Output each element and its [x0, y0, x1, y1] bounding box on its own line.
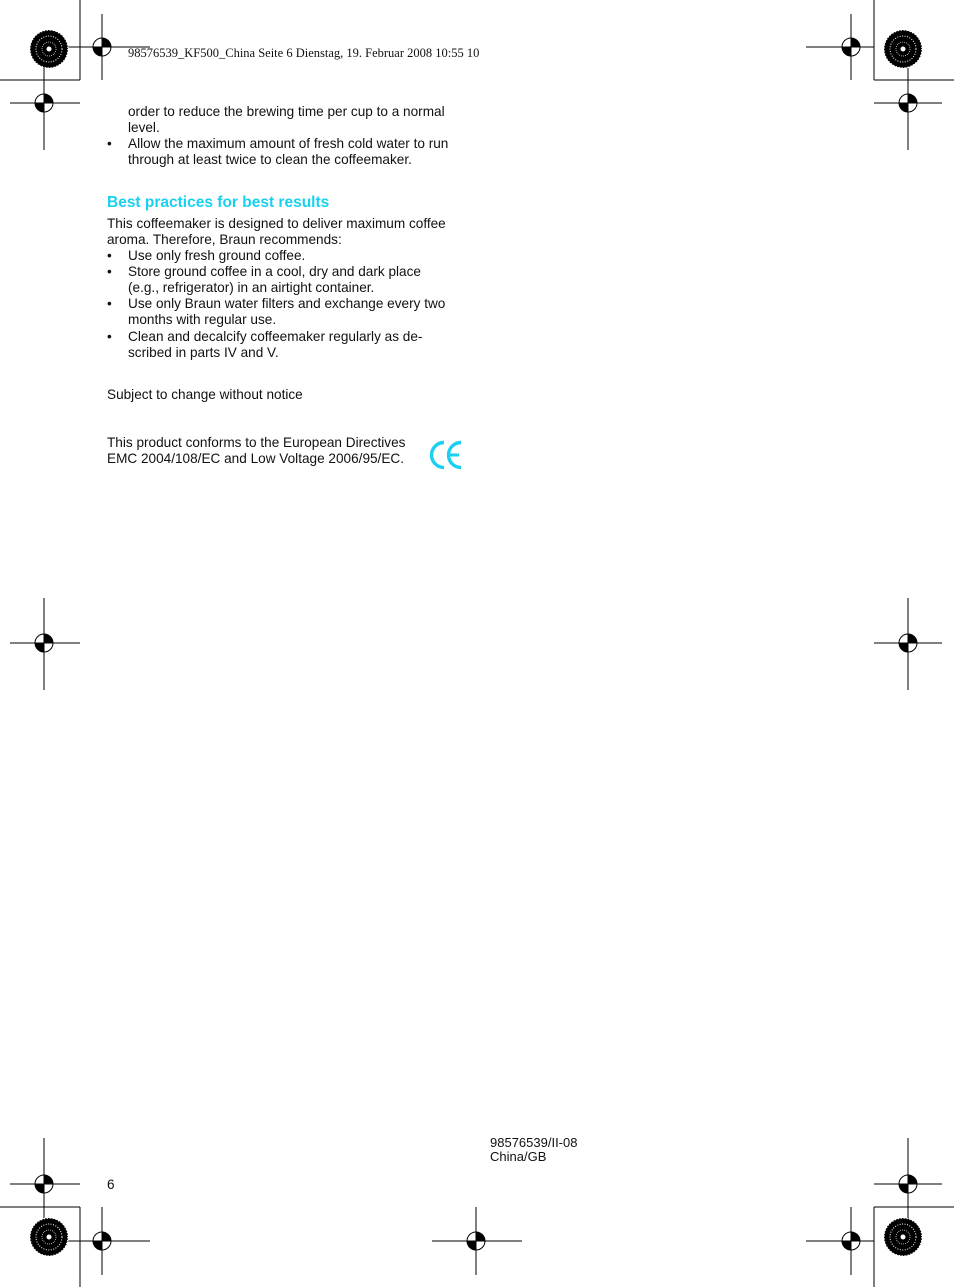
- bullet-dot: •: [107, 264, 112, 279]
- conformity-statement: [107, 435, 405, 467]
- section-intro-line: This coffeemaker is designed to deliver maximum coffee: [107, 216, 446, 231]
- document-code-line: China/GB: [490, 1149, 547, 1164]
- continuation-line: level.: [128, 120, 160, 135]
- list-item-line: Use only Braun water filters and exchange every two: [128, 296, 446, 311]
- document-code-line: 98576539/II-08: [490, 1135, 578, 1150]
- continuation-line: order to reduce the brewing time per cup to a normal: [128, 104, 445, 119]
- document-code: [490, 1136, 577, 1164]
- list-item-line: through at least twice to clean the coffeemaker.: [128, 152, 412, 167]
- bullet-dot: •: [107, 329, 112, 344]
- page-number: 6: [107, 1177, 115, 1192]
- print-slug: 98576539_KF500_China Seite 6 Dienstag, 19. Februar 2008 10:55 10: [128, 46, 480, 60]
- conformity-line: This product conforms to the European Directives: [107, 435, 406, 450]
- list-item-line: months with regular use.: [128, 312, 277, 327]
- list-item-line: Store ground coffee in a cool, dry and dark place: [128, 264, 421, 279]
- list-item-line: Use only fresh ground coffee.: [128, 248, 306, 263]
- conformity-line: EMC 2004/108/EC and Low Voltage 2006/95/EC.: [107, 451, 404, 466]
- list-item-line: (e.g., refrigerator) in an airtight container.: [128, 280, 375, 295]
- list-item-line: Allow the maximum amount of fresh cold water to run: [128, 136, 449, 151]
- section-heading: Best practices for best results: [107, 194, 330, 211]
- list-item-line: scribed in parts IV and V.: [128, 345, 279, 360]
- list-item-line: Clean and decalcify coffeemaker regularly as de-: [128, 329, 423, 344]
- change-notice: Subject to change without notice: [107, 387, 303, 402]
- bullet-dot: •: [107, 248, 112, 263]
- ce-mark-icon: [428, 439, 464, 471]
- section-intro: [107, 216, 446, 248]
- bullet-dot: •: [107, 136, 112, 151]
- section-intro-line: aroma. Therefore, Braun recommends:: [107, 232, 342, 247]
- bullet-dot: •: [107, 296, 112, 311]
- continuation-text: [128, 104, 445, 136]
